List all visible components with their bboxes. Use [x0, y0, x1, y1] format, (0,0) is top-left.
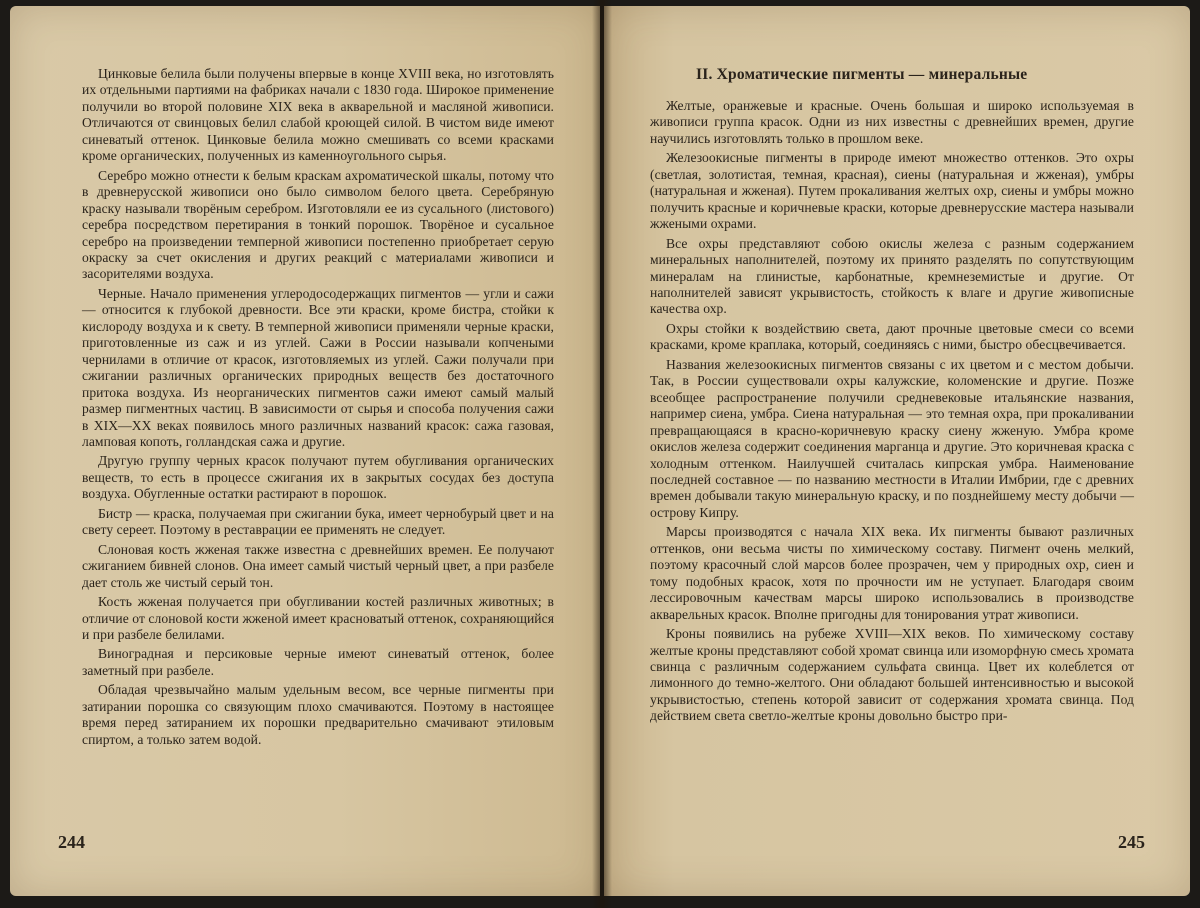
left-paragraph: Кость жженая получается при обугливании костей различных животных; в отличие от слоновой кости жженой имеет красноватый оттенок, сохраняющийся и при разбеле белилами.	[82, 594, 554, 642]
book-gutter	[592, 0, 612, 908]
left-paragraph: Черные. Начало применения углеродосодержащих пигментов — угли и сажи — относится к глубокой древности. Все эти краски, кроме бистра, стойки к кислороду воздуха и к свету. В темперной живописи применяли черные краски, приготовленные из саж и из углей. Сажи в России называли копчеными чернилами в отличие от красок, изготовляемых из углей. Сажи получали при сжигании различных органических природных веществ без достаточного притока воздуха. Из неорганических пигментов сажи имеют самый малый размер пигментных частиц. В зависимости от сырья и способа получения сажи в XIX—XX веках появилось много различных названий красок: сажа газовая, ламповая копоть, голландская сажа и другие.	[82, 285, 554, 449]
right-paragraph: Названия железоокисных пигментов связаны с их цветом и с местом добычи. Так, в России существовали охры калужские, коломенские и другие. Позже всеобщее распространение получили средневековые итальянские названия, например сиена, умбра. Сиена натуральная — это темная охра, при прокаливании превращающаяся в красно-коричневую краску сиену жженую. Умбра кроме окислов железа содержит соединения марганца и другие. Это коричневая краска с холодным оттенком. Наилучшей считалась кипрская умбра. Наименование последней составное — по названию местности в Италии Имбрии, где с древних времен добывали такую минеральную краску, и по позднейшему месту добычи — острову Кипру.	[650, 356, 1134, 520]
left-paragraph: Цинковые белила были получены впервые в конце XVIII века, но изготовлять их отдельными партиями на фабриках начали с 1830 года. Широкое применение получили во второй половине XIX века в акварельной и масляной живописи. Отличаются от свинцовых белил слабой кроющей силой. В чистом виде имеют синеватый оттенок. Цинковые белила можно смешивать со всеми красками кроме органических, полученных из каменноугольного сырья.	[82, 66, 554, 164]
left-page-text	[82, 66, 554, 751]
right-page-number: 245	[1118, 832, 1145, 852]
right-paragraph: Охры стойки к воздействию света, дают прочные цветовые смеси со всеми красками, кроме краплака, который, соединяясь с ними, быстро обесцвечивается.	[650, 320, 1134, 353]
left-paragraph: Бистр — краска, получаемая при сжигании бука, имеет чернобурый цвет и на свету сереет. Поэтому в реставрации ее применять не следует.	[82, 505, 554, 538]
section-heading: II. Хроматические пигменты — минеральные	[696, 66, 1028, 83]
left-paragraph: Серебро можно отнести к белым краскам ахроматической шкалы, потому что в древнерусской живописи оно было символом белого цвета. Серебряную краску называли творёным серебром. Изготовляли ее из сусального (листового) серебра посредством перетирания в тонкий порошок. Творёное и сусальное серебро на произведении темперной живописи постепенно приобретает серую окраску за счет окисления и других реакций с материалами живописи и засорителями воздуха.	[82, 167, 554, 282]
left-page	[10, 6, 600, 896]
right-paragraph: Желтые, оранжевые и красные. Очень большая и широко используемая в живописи группа красок. Одни из них известны с древнейших времен, другие научились изготовлять только в прошлом веке.	[650, 98, 1134, 146]
right-paragraph: Марсы производятся с начала XIX века. Их пигменты бывают различных оттенков, они весьма чисты по химическому составу. Пигмент очень мелкий, поэтому красочный слой марсов более прозрачен, чем у природных охр, сиен и тому подобных красок, хотя по прочности им не уступает. Благодаря своим лессировочным качествам марсы широко использовались в производстве акварельных красок. Вполне пригодны для тонирования утрат живописи.	[650, 524, 1134, 622]
right-paragraph: Железоокисные пигменты в природе имеют множество оттенков. Это охры (светлая, золотистая, темная, красная), сиены (натуральная и жженая), умбры (натуральная и жженая). Путем прокаливания желтых охр, сиены и умбры можно получить красные и коричневые краски, которые древнерусские мастера называли жжеными охрами.	[650, 150, 1134, 232]
left-paragraph: Обладая чрезвычайно малым удельным весом, все черные пигменты при затирании порошка со связующим плохо смачиваются. Поэтому в настоящее время перед затиранием их порошки предварительно смачивают этиловым спиртом, а только затем водой.	[82, 682, 554, 747]
left-paragraph: Другую группу черных красок получают путем обугливания органических веществ, то есть в процессе сжигания их в закрытых сосудах без доступа воздуха. Обугленные остатки растирают в порошок.	[82, 453, 554, 502]
right-paragraph: Все охры представляют собою окислы железа с разным содержанием минеральных наполнителей, поэтому их принято разделять по сопутствующим минералам на глинистые, карбонатные, кремнеземистые и другие. От наполнителей зависят укрывистость, стойкость к влаге и другие живописные качества охр.	[650, 235, 1134, 317]
right-page	[604, 6, 1190, 896]
left-paragraph: Слоновая кость жженая также известна с древнейших времен. Ее получают сжиганием бивней слонов. Она имеет самый чистый черный цвет, а при разбеле дает столь же чистый серый тон.	[82, 541, 554, 590]
right-page-text	[650, 98, 1134, 728]
left-paragraph: Виноградная и персиковые черные имеют синеватый оттенок, более заметный при разбеле.	[82, 646, 554, 678]
left-page-number: 244	[58, 832, 85, 852]
right-paragraph: Кроны появились на рубеже XVIII—XIX веков. По химическому составу желтые кроны представляют собой хромат свинца или изоморфную смесь хромата свинца с различным содержанием сульфата свинца. Цвет их колеблется от лимонного до темно-желтого. Они обладают большей интенсивностью и высокой укрывистостью, степень которой зависит от содержания хромата свинца. Под действием света светло-желтые кроны довольно быстро при-	[650, 626, 1134, 724]
